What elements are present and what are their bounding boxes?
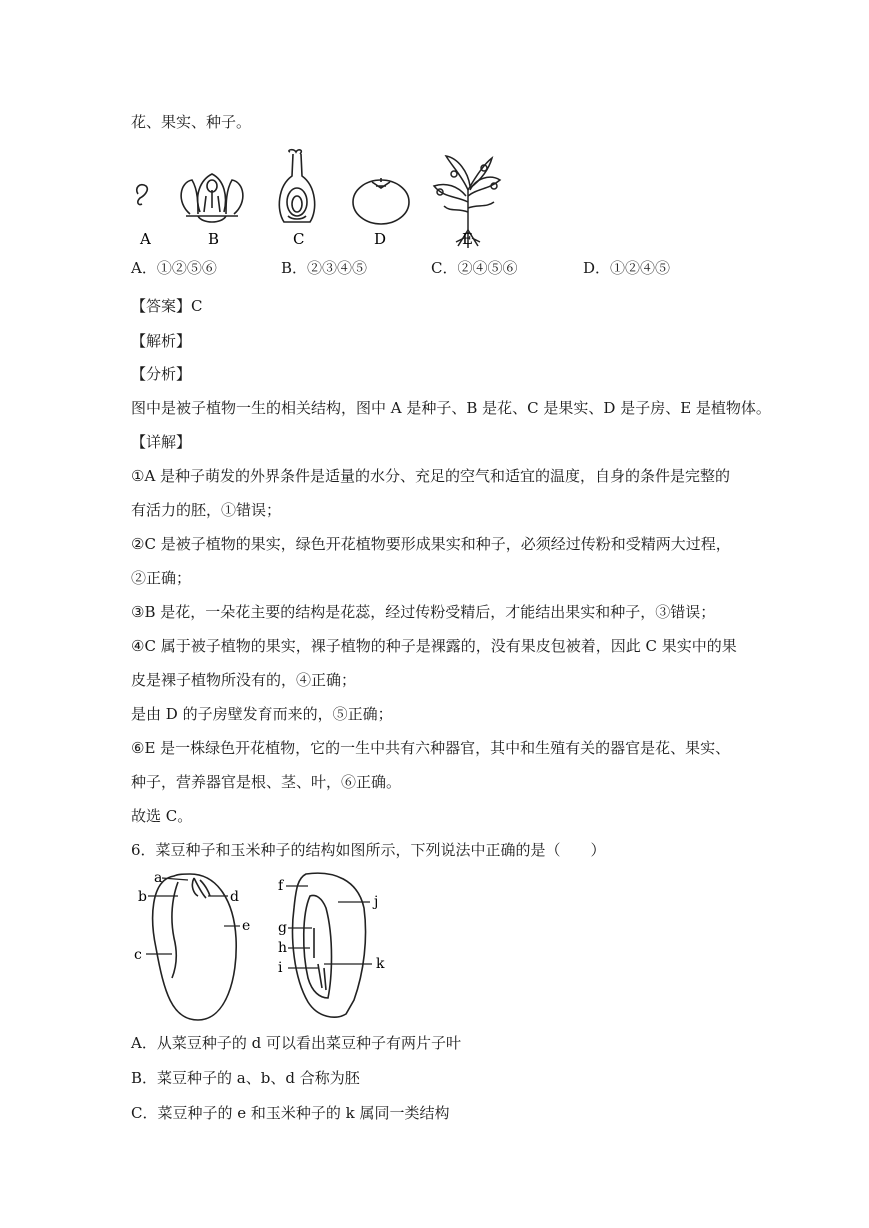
fruit-drawing <box>353 178 409 224</box>
answer-line: 【答案】C <box>131 297 203 315</box>
text-line: 故选 C。 <box>131 807 193 825</box>
text-line: 花、果实、种子。 <box>131 113 252 131</box>
seed-drawing <box>137 185 148 205</box>
plant-structures-figure <box>128 146 508 250</box>
section-heading: 【解析】 <box>131 332 192 350</box>
text-line: ②正确； <box>131 569 192 587</box>
option-d: D．①②④⑤ <box>583 259 671 277</box>
text-line: 皮是裸子植物所没有的，④正确； <box>131 671 357 689</box>
label-f: f <box>278 878 284 894</box>
pistil-drawing <box>279 150 314 222</box>
figure-label-e: E <box>462 230 473 248</box>
section-heading: 【详解】 <box>131 433 192 451</box>
label-d: d <box>230 889 239 905</box>
label-b: b <box>138 889 147 905</box>
figure-label-a: A <box>140 230 151 248</box>
label-j: j <box>374 894 379 910</box>
figure-label-c: C <box>293 230 305 248</box>
text-line: 是由 D 的子房壁发育而来的，⑤正确； <box>131 705 393 723</box>
figure-label-b: B <box>208 230 220 248</box>
section-heading: 【分析】 <box>131 365 192 383</box>
flower-drawing <box>181 174 243 222</box>
option-b: B．菜豆种子的 a、b、d 合称为胚 <box>131 1069 360 1087</box>
seed-structure-figure <box>128 868 398 1026</box>
option-a: A．①②⑤⑥ <box>131 259 217 277</box>
label-g: g <box>278 920 287 936</box>
text-line: 种子，营养器官是根、茎、叶，⑥正确。 <box>131 773 402 791</box>
text-line: 有活力的胚，①错误； <box>131 501 282 519</box>
label-h: h <box>278 940 288 956</box>
question-6: 6．菜豆种子和玉米种子的结构如图所示，下列说法中正确的是（ ） <box>131 841 606 859</box>
label-a: a <box>154 870 163 886</box>
label-i: i <box>278 960 283 976</box>
text-line: ①A 是种子萌发的外界条件是适量的水分、充足的空气和适宜的温度，自身的条件是完整的 <box>131 467 731 485</box>
text-line: ③B 是花，一朵花主要的结构是花蕊，经过传粉受精后，才能结出果实和种子，③错误； <box>131 603 716 621</box>
label-k: k <box>376 956 385 972</box>
figure-label-d: D <box>374 230 387 248</box>
text-line: ⑥E 是一株绿色开花植物，它的一生中共有六种器官，其中和生殖有关的器官是花、果实、 <box>131 739 731 757</box>
option-c: C．菜豆种子的 e 和玉米种子的 k 属同一类结构 <box>131 1104 450 1122</box>
option-c: C．②④⑤⑥ <box>431 259 518 277</box>
corn-seed-drawing <box>293 873 366 1017</box>
option-b: B．②③④⑤ <box>281 259 368 277</box>
text-line: ②C 是被子植物的果实，绿色开花植物要形成果实和种子，必须经过传粉和受精两大过程， <box>131 535 731 553</box>
option-a: A．从菜豆种子的 d 可以看出菜豆种子有两片子叶 <box>131 1034 461 1052</box>
label-e: e <box>242 918 251 934</box>
text-line: 图中是被子植物一生的相关结构，图中 A 是种子、B 是花、C 是果实、D 是子房、E 是植物体。 <box>131 399 771 417</box>
text-line: ④C 属于被子植物的果实，裸子植物的种子是裸露的，没有果皮包被着，因此 C 果实中的果 <box>131 637 737 655</box>
label-c: c <box>134 947 142 963</box>
